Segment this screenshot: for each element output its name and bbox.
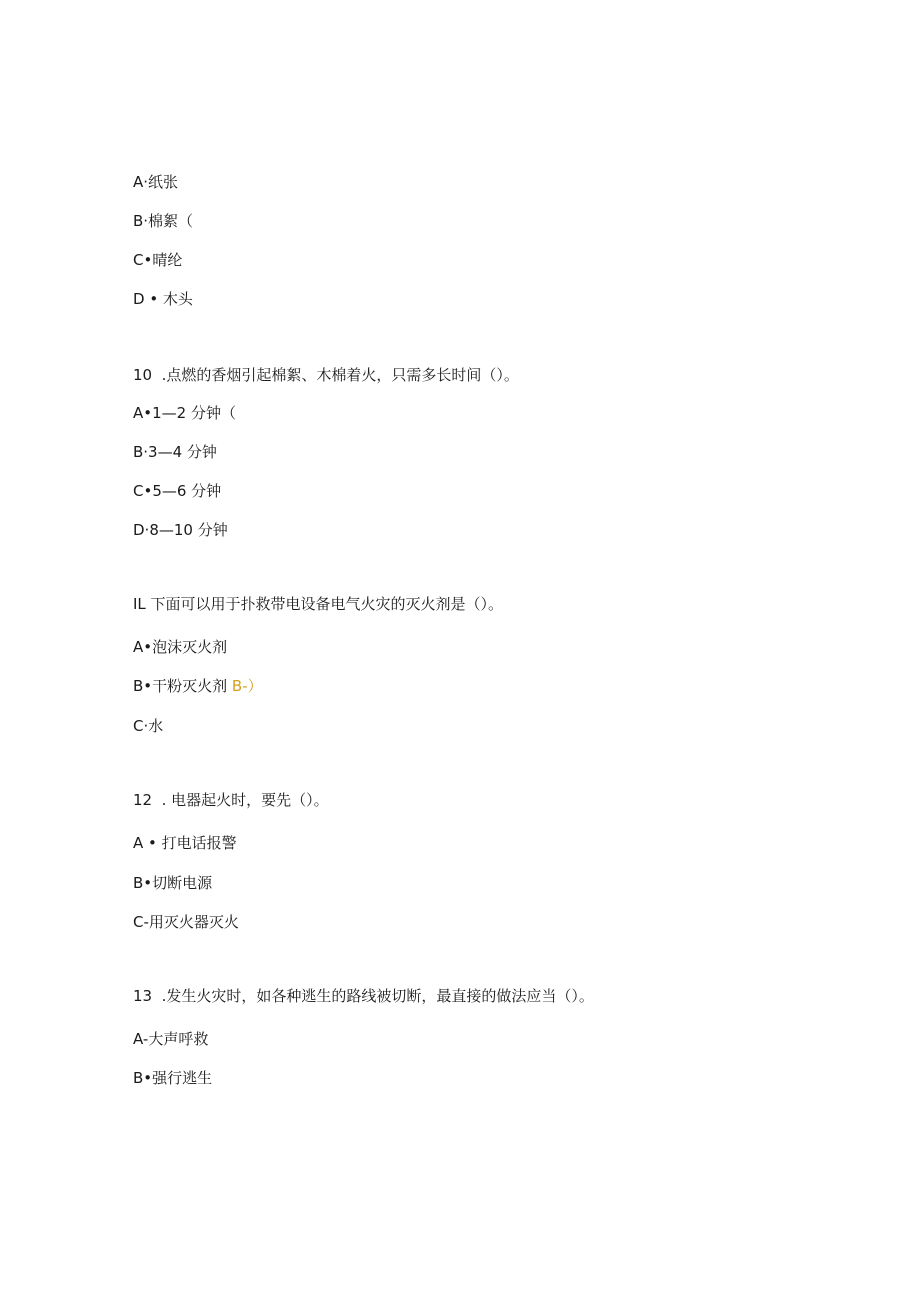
option-c: C•晴纶	[133, 251, 183, 269]
option-b: B·3—4 分钟	[133, 443, 217, 461]
option-a: A•1—2 分钟（	[133, 404, 236, 422]
option-c: C·水	[133, 717, 164, 735]
option-b: B•干粉灭火剂	[133, 677, 228, 695]
option-c: C•5—6 分钟	[133, 482, 222, 500]
question-12: 12 . 电器起火时，要先（）。	[133, 791, 329, 809]
option-d: D·8—10 分钟	[133, 521, 228, 539]
option-c: C-用灭火器灭火	[133, 913, 239, 931]
option-d: D • 木头	[133, 290, 193, 308]
option-a: A-大声呼救	[133, 1030, 209, 1048]
option-b-row	[133, 676, 263, 696]
question-11: IL 下面可以用于扑救带电设备电气火灾的灭火剂是（）。	[133, 595, 504, 613]
answer-mark: B-）	[227, 677, 263, 695]
option-b: B•切断电源	[133, 874, 213, 892]
question-13: 13 .发生火灾时，如各种逃生的路线被切断，最直接的做法应当（）。	[133, 987, 594, 1005]
question-10: 10 .点燃的香烟引起棉絮、木棉着火，只需多长时间（）。	[133, 366, 519, 384]
option-a: A • 打电话报警	[133, 834, 237, 852]
option-a: A•泡沫灭火剂	[133, 638, 228, 656]
option-b: B·棉絮（	[133, 212, 194, 230]
option-b: B•强行逃生	[133, 1069, 213, 1087]
option-a: A·纸张	[133, 173, 179, 191]
